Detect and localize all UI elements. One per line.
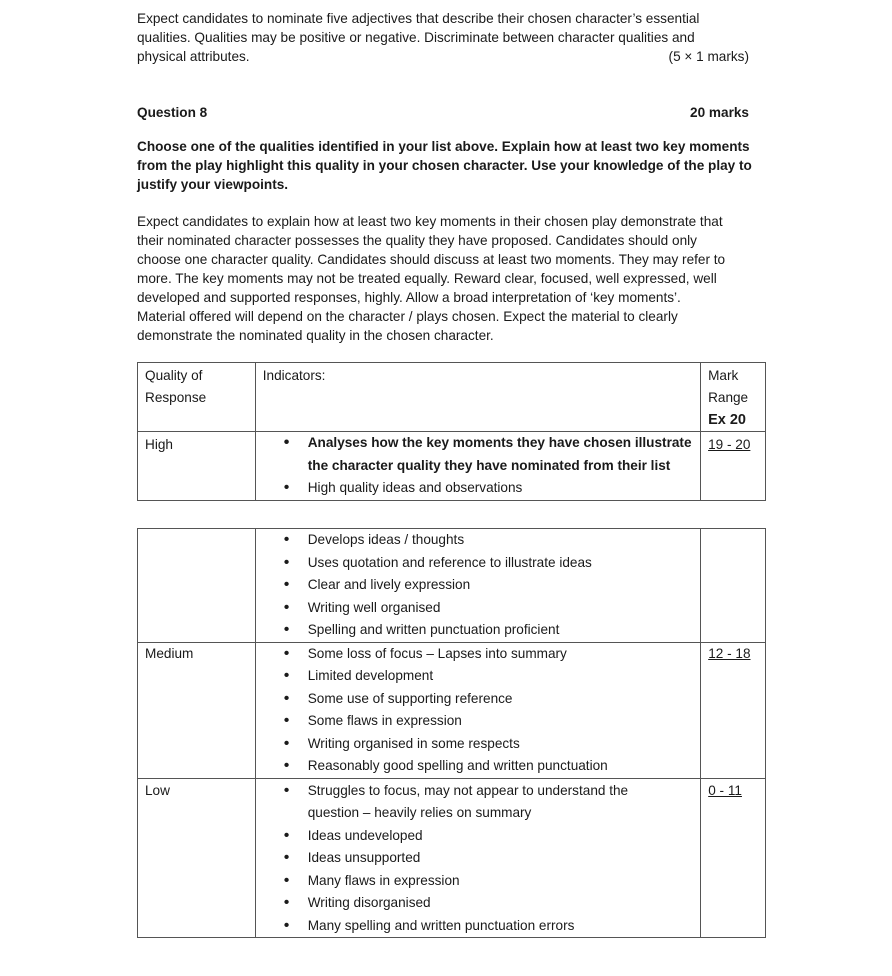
level-label-high: High [145,437,173,452]
guidance-line: Expect candidates to explain how at least two key moments in their chosen play demonstrate that [137,214,723,229]
list-item [256,432,700,477]
indicator-list-high [256,432,700,500]
list-item: • Develops ideas / thoughts [256,529,700,552]
list-item: • Writing disorganised [256,892,700,915]
mark-header-line: Mark [708,368,739,383]
list-item [256,780,700,825]
intro-line-text: physical attributes. [137,49,250,64]
mark-header-line: Ex 20 [708,412,746,428]
quality-header-line: Quality of [145,368,203,383]
rubric-row-low [138,778,766,938]
bullet-line: • Analyses how the key moments they have chosen illustrate [307,435,692,450]
rubric-row-high [138,432,766,501]
rubric-row-medium [138,642,766,778]
list-item: • Ideas undeveloped [256,825,700,848]
prompt-line: justify your viewpoints. [137,177,289,192]
mark-header-line: Range [708,390,749,405]
rubric-header-row [138,363,766,432]
bullet-line: the character quality they have nominated from their list [307,457,671,473]
guidance-line: demonstrate the nominated quality in the chosen character. [137,328,494,343]
intro-line [137,47,753,66]
mark-range-header [701,363,765,431]
prompt-line: Choose one of the qualities identified in your list above. Explain how at least two key moments [137,139,750,154]
guidance-line: more. The key moments may not be treated equally. Reward clear, focused, well expressed, well [137,271,717,286]
list-item: • High quality ideas and observations [256,477,700,500]
list-item: • Ideas unsupported [256,847,700,870]
intro-line: Expect candidates to nominate five adjectives that describe their chosen character’s essential [137,11,700,26]
list-item: • Writing organised in some respects [256,733,700,756]
guidance-line: their nominated character possesses the quality they have proposed. Candidates should only [137,233,697,248]
list-item: • Some loss of focus – Lapses into summary [256,643,700,666]
indicators-header: Indicators: [262,368,326,383]
list-item: • Some flaws in expression [256,710,700,733]
intro-marks: (5 × 1 marks) [668,49,749,64]
list-item: • Limited development [256,665,700,688]
list-item: • Uses quotation and reference to illustrate ideas [256,552,700,575]
rubric-table-bottom [137,528,766,938]
indicator-list-high-continued [256,529,700,642]
guidance-line: developed and supported responses, highly. Allow a broad interpretation of ‘key moments’. [137,290,681,305]
quality-header-line: Response [145,390,207,405]
mark-range-low: 0 - 11 [708,782,742,798]
mark-range-medium: 12 - 18 [708,645,751,661]
list-item: • Reasonably good spelling and written punctuation [256,755,700,778]
rubric-table-top [137,362,766,501]
list-item: • Spelling and written punctuation proficient [256,619,700,642]
level-label-medium: Medium [145,645,194,661]
bullet-line: • Struggles to focus, may not appear to understand the [307,782,629,798]
quality-header [138,363,255,409]
question-label: Question 8 [137,105,208,120]
list-item: • Many spelling and written punctuation errors [256,915,700,938]
guidance-line: Material offered will depend on the character / plays chosen. Expect the material to clearly [137,309,678,324]
prompt-line: from the play highlight this quality in your chosen character. Use your knowledge of the play to [137,158,752,173]
guidance-line: choose one character quality. Candidates should discuss at least two moments. They may refer to [137,252,726,267]
intro-paragraph [137,9,753,66]
indicator-list-medium [256,643,700,778]
level-label-low: Low [145,782,170,798]
list-item: • Clear and lively expression [256,574,700,597]
bullet-line: question – heavily relies on summary [307,805,532,820]
list-item: • Some use of supporting reference [256,688,700,711]
marking-guidance [137,212,762,345]
list-item: • Many flaws in expression [256,870,700,893]
question-heading [137,103,749,122]
indicator-list-low [256,779,700,938]
rubric-row-high-continued [138,529,766,643]
list-item: • Writing well organised [256,597,700,620]
question-marks: 20 marks [690,105,749,120]
mark-range-high: 19 - 20 [708,437,751,452]
question-prompt [137,137,762,194]
intro-line: qualities. Qualities may be positive or negative. Discriminate between character qualities and [137,30,695,45]
